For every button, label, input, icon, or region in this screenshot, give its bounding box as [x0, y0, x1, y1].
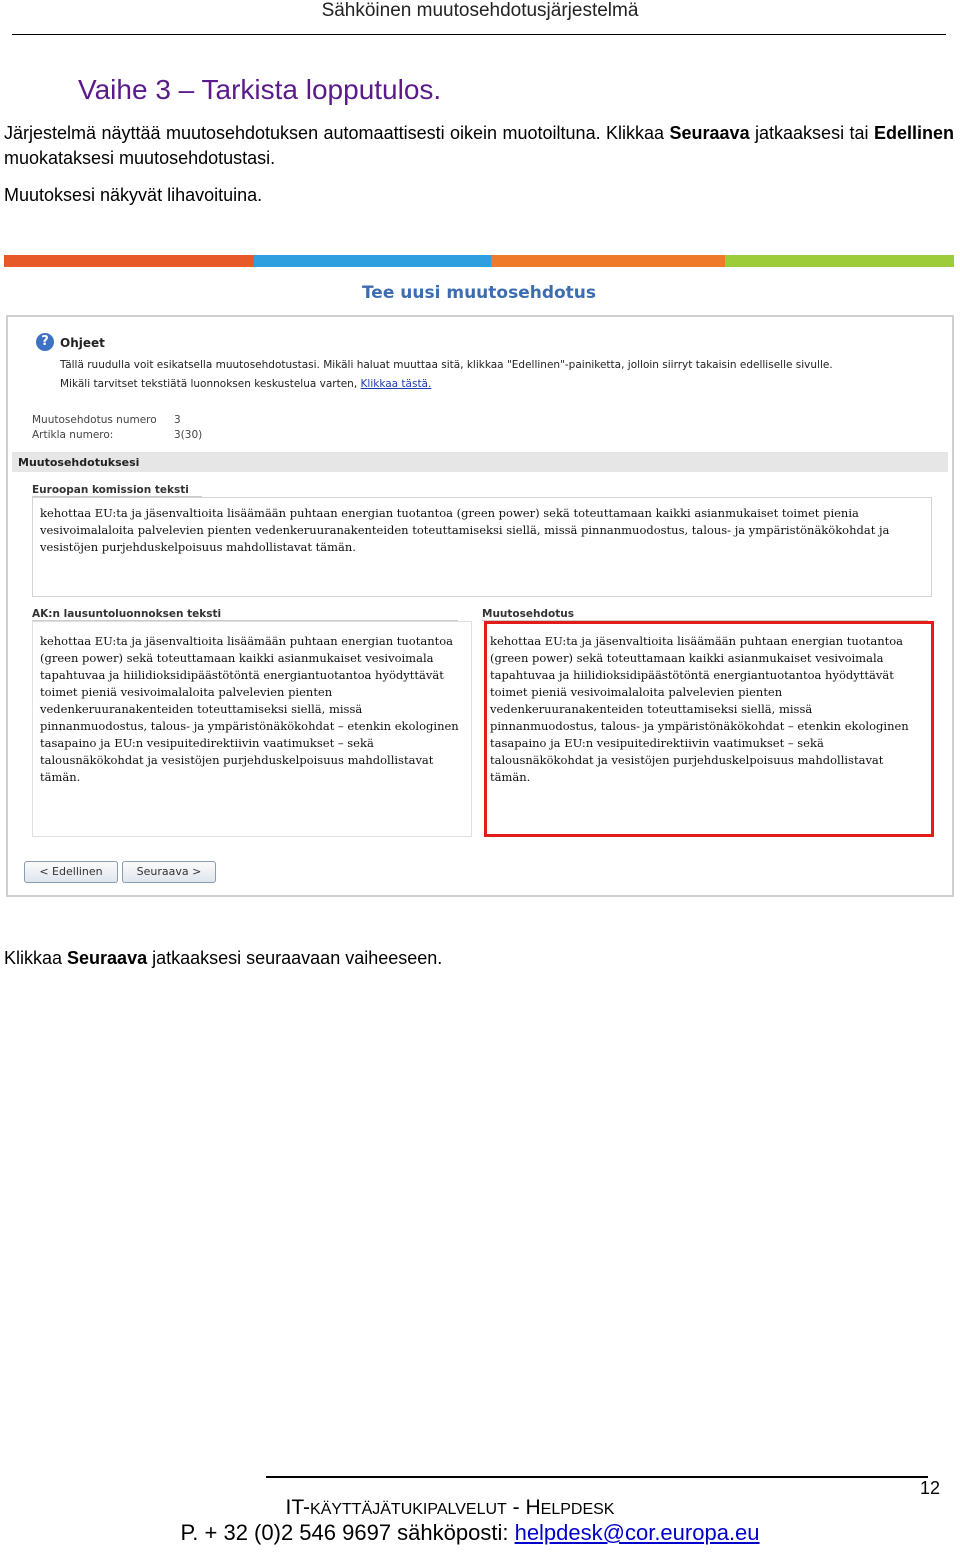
header-rule: [12, 34, 946, 35]
help-text-1: Tällä ruudulla voit esikatsella muutosehdotustasi. Mikäli haluat muuttaa sitä, klikkaa "Edellinen"-painiketta, jolloin siirryt takaisin edelliselle sivulle.: [60, 359, 833, 371]
footer-email-link[interactable]: helpdesk@cor.europa.eu: [514, 1520, 760, 1545]
help-text-2: [60, 378, 431, 390]
after-paragraph: [4, 946, 442, 971]
highlight-frame: [484, 621, 934, 837]
after-text-1: Klikkaa: [4, 948, 68, 968]
article-number-value: 3(30): [174, 429, 203, 441]
previous-button[interactable]: < Edellinen: [24, 861, 118, 883]
footer-org-part-1: IT-: [285, 1496, 311, 1519]
intro-text-2: jatkaaksesi tai: [749, 123, 874, 143]
footer-contact: [0, 1520, 940, 1546]
footer-org-part-4: ELPDESK: [540, 1501, 615, 1518]
help-title: Ohjeet: [60, 336, 105, 350]
proposal-title: Muutosehdotus: [482, 608, 928, 621]
footer-org-part-2: KÄYTTÄJÄTUKIPALVELUT: [310, 1501, 507, 1518]
footer-org-part-3: H: [525, 1496, 541, 1519]
section-bar: [12, 452, 948, 472]
page-number: 12: [920, 1478, 941, 1498]
footer-rule: [266, 1476, 928, 1478]
question-icon: ?: [36, 333, 54, 351]
footer-phone: P. + 32 (0)2 546 9697: [180, 1520, 392, 1545]
intro-bold-next: Seuraava: [669, 123, 750, 143]
intro-text-1: Järjestelmä näyttää muutosehdotuksen automaattisesti oikein muotoiltuna. Klikkaa: [4, 123, 670, 143]
proposal-text: kehottaa EU:ta ja jäsenvaltioita lisäämään puhtaan energian tuotantoa (green power) sekä toteuttamaan kaikki asianmukaiset vesivoimala tapahtuvaa ja hiilidioksidipäästötöntä energiantuotantoa hyödyttävät toimet pieniä vesivoimalaloita palvelevien pienten vedenkeruuranakenteiden toteuttamiseksi siellä, missä pinnanmuodostus, talous- ja ympäristönäkökohdat – etenkin ekologinen tasapaino ja EU:n vesipuitedirektiivin vaatimukset – sekä talousnäkökohdat ja vesistöjen purjehduskelpoisuus mahdollistavat tämän.: [490, 634, 909, 784]
help-text-2-label: Mikäli tarvitset tekstiätä luonnoksen keskustelua varten,: [60, 378, 361, 390]
intro-paragraph: [4, 121, 954, 171]
help-link[interactable]: Klikkaa tästä.: [360, 378, 432, 390]
proposal-number-label: Muutosehdotus numero: [32, 414, 157, 426]
color-bar-3: [491, 255, 725, 267]
section-title: Muutosehdotuksesi: [18, 456, 140, 469]
page-heading: Tee uusi muutosehdotus: [361, 283, 597, 303]
color-bar-2: [254, 255, 491, 267]
color-bar-4: [725, 255, 954, 267]
ak-title: AK:n lausuntoluonnoksen teksti: [32, 608, 458, 621]
proposal-number-value: 3: [174, 414, 181, 426]
article-number-label: Artikla numero:: [32, 429, 114, 441]
commission-title: Euroopan komission teksti: [32, 484, 202, 497]
content-panel: [6, 315, 954, 897]
document-header: Sähköinen muutosehdotusjärjestelmä: [321, 0, 639, 21]
footer-email-label: sähköposti:: [391, 1520, 515, 1545]
intro-text-3: muokataksesi muutosehdotustasi.: [4, 148, 276, 168]
commission-text: kehottaa EU:ta ja jäsenvaltioita lisäämään puhtaan energian tuotantoa (green power) sekä toteuttamaan kaikki asianmukaiset toimet pienia vesivoimalaloita palvelevien pienten vedenkeruuranakenteiden toteuttamiseksi siellä, missä pinnanmuodostus, talous- ja ympäristönäkökohdat ja vesistöjen purjehduskelpoisuus mahdollistavat tämän.: [40, 506, 890, 554]
after-text-2: jatkaaksesi seuraavaan vaiheeseen.: [147, 948, 443, 968]
footer-org-sep: -: [506, 1496, 526, 1519]
step-title: Vaihe 3 – Tarkista lopputulos.: [78, 74, 442, 105]
color-bar-1: [4, 255, 254, 267]
screenshot: [4, 255, 954, 900]
footer-organisation: [0, 1496, 900, 1520]
after-bold-next: Seuraava: [67, 948, 148, 968]
next-button[interactable]: Seuraava >: [122, 861, 216, 883]
intro-bold-prev: Edellinen: [873, 123, 954, 143]
note-paragraph: Muutoksesi näkyvät lihavoituina.: [4, 185, 263, 205]
ak-text: kehottaa EU:ta ja jäsenvaltioita lisäämään puhtaan energian tuotantoa (green power) sekä toteuttamaan kaikki asianmukaiset vesivoimala tapahtuvaa ja hiilidioksidipäästötöntä energiantuotantoa hyödyttävät toimet pieniä vesivoimalaloita palvelevien pienten vedenkeruuranakenteiden toteuttamiseksi siellä, missä pinnanmuodostus, talous- ja ympäristönäkökohdat – etenkin ekologinen tasapaino ja EU:n vesipuitedirektiivin vaatimukset – sekä talousnäkökohdat ja vesistöjen purjehduskelpoisuus mahdollistavat tämän.: [40, 634, 459, 784]
